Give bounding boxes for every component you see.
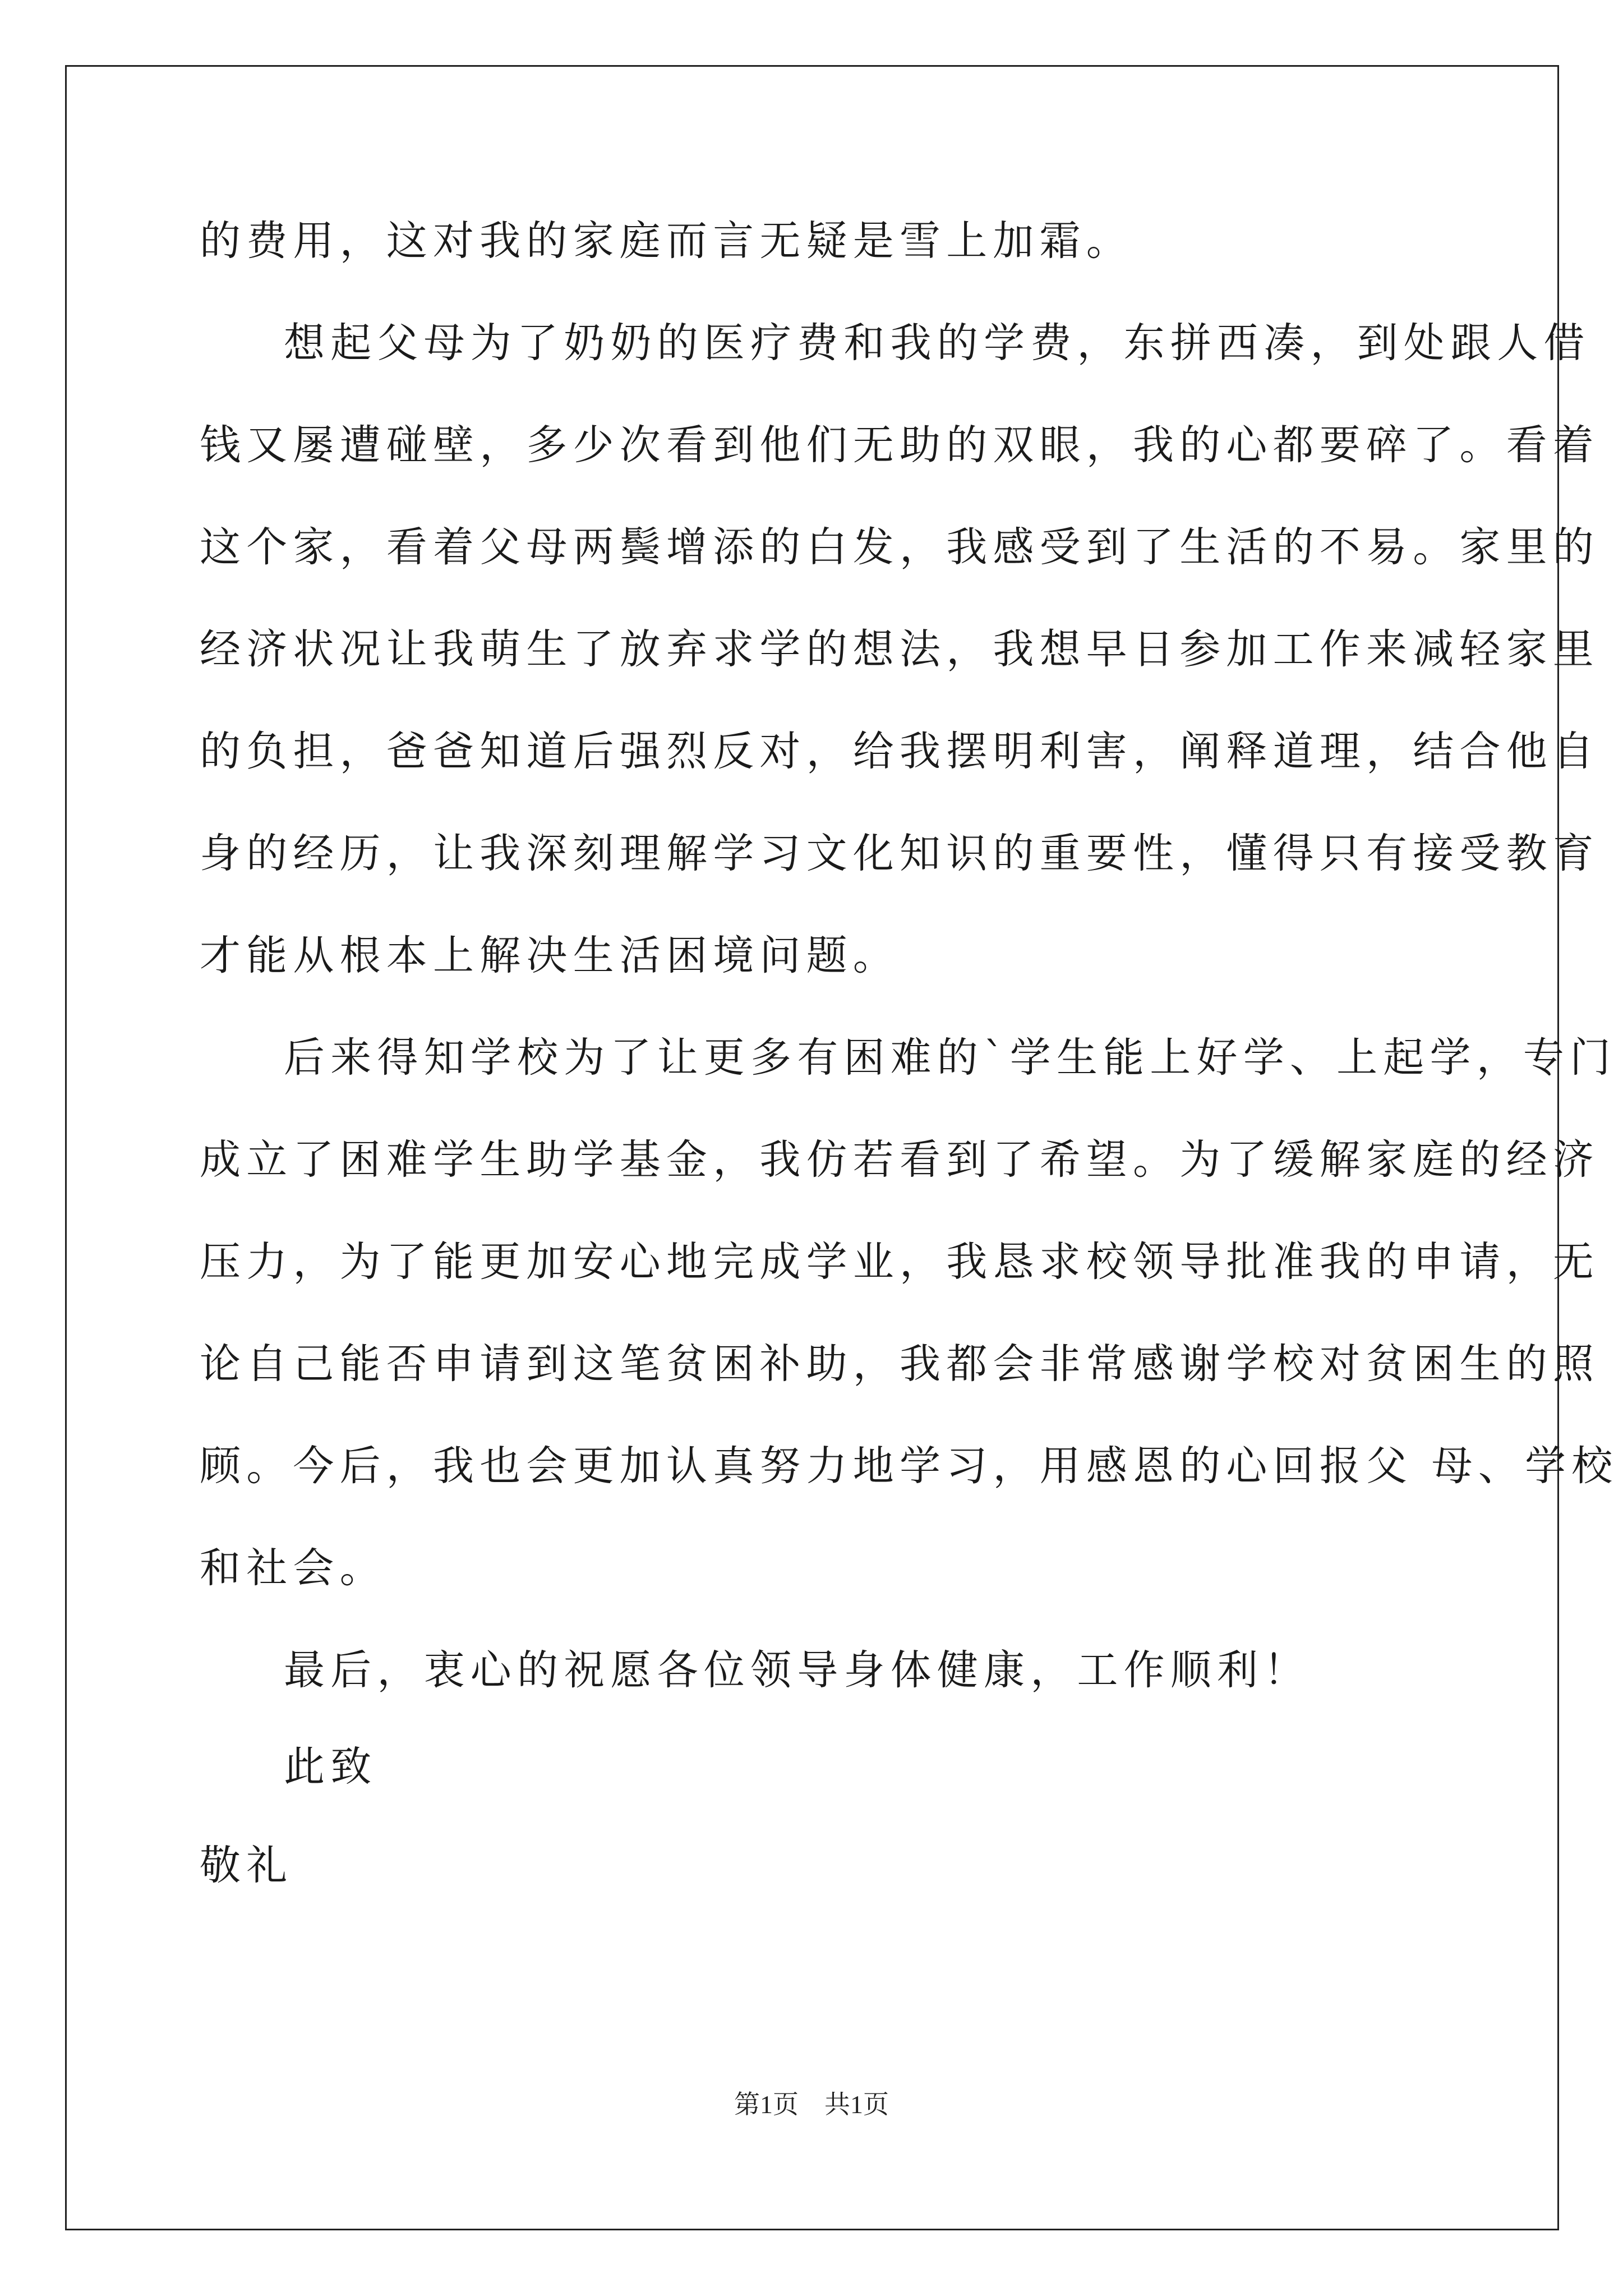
text-line: 的负担，爸爸知道后强烈反对，给我摆明利害，阐释道理，结合他自 bbox=[200, 728, 1599, 775]
text-line: 想起父母为了奶奶的医疗费和我的学费，东拼西凑，到处跟人借 bbox=[284, 319, 1590, 367]
text-line: 才能从根本上解决生活困境问题。 bbox=[200, 932, 900, 979]
text-line: 压力，为了能更加安心地完成学业，我恳求校领导批准我的申请，无 bbox=[200, 1238, 1599, 1286]
page-number: 第1页 共1页 bbox=[734, 2090, 889, 2119]
text-line: 身的经历，让我深刻理解学习文化知识的重要性，懂得只有接受教育 bbox=[200, 830, 1599, 877]
text-line: 后来得知学校为了让更多有困难的`学生能上好学、上起学，专门 bbox=[284, 1034, 1617, 1082]
text-line: 成立了困难学生助学基金，我仿若看到了希望。为了缓解家庭的经济 bbox=[200, 1136, 1599, 1184]
text-line: 论自己能否申请到这笔贫困补助，我都会非常感谢学校对贫困生的照 bbox=[200, 1340, 1599, 1388]
text-line: 经济状况让我萌生了放弃求学的想法，我想早日参加工作来减轻家里 bbox=[200, 625, 1599, 673]
salutation-ci-zhi: 此致 bbox=[284, 1743, 377, 1791]
text-line: 顾。今后，我也会更加认真努力地学习，用感恩的心回报父 母、学校 bbox=[200, 1442, 1619, 1490]
text-line: 和社会。 bbox=[200, 1544, 386, 1592]
text-line: 这个家，看着父母两鬓增添的白发，我感受到了生活的不易。家里的 bbox=[200, 523, 1599, 571]
salutation-jing-li: 敬礼 bbox=[200, 1842, 293, 1889]
closing-wish: 最后，衷心的祝愿各位领导身体健康，工作顺利！ bbox=[284, 1646, 1311, 1694]
text-line: 的费用，这对我的家庭而言无疑是雪上加霜。 bbox=[200, 217, 1133, 265]
text-line: 钱又屡遭碰壁，多少次看到他们无助的双眼，我的心都要碎了。看着 bbox=[200, 421, 1599, 469]
